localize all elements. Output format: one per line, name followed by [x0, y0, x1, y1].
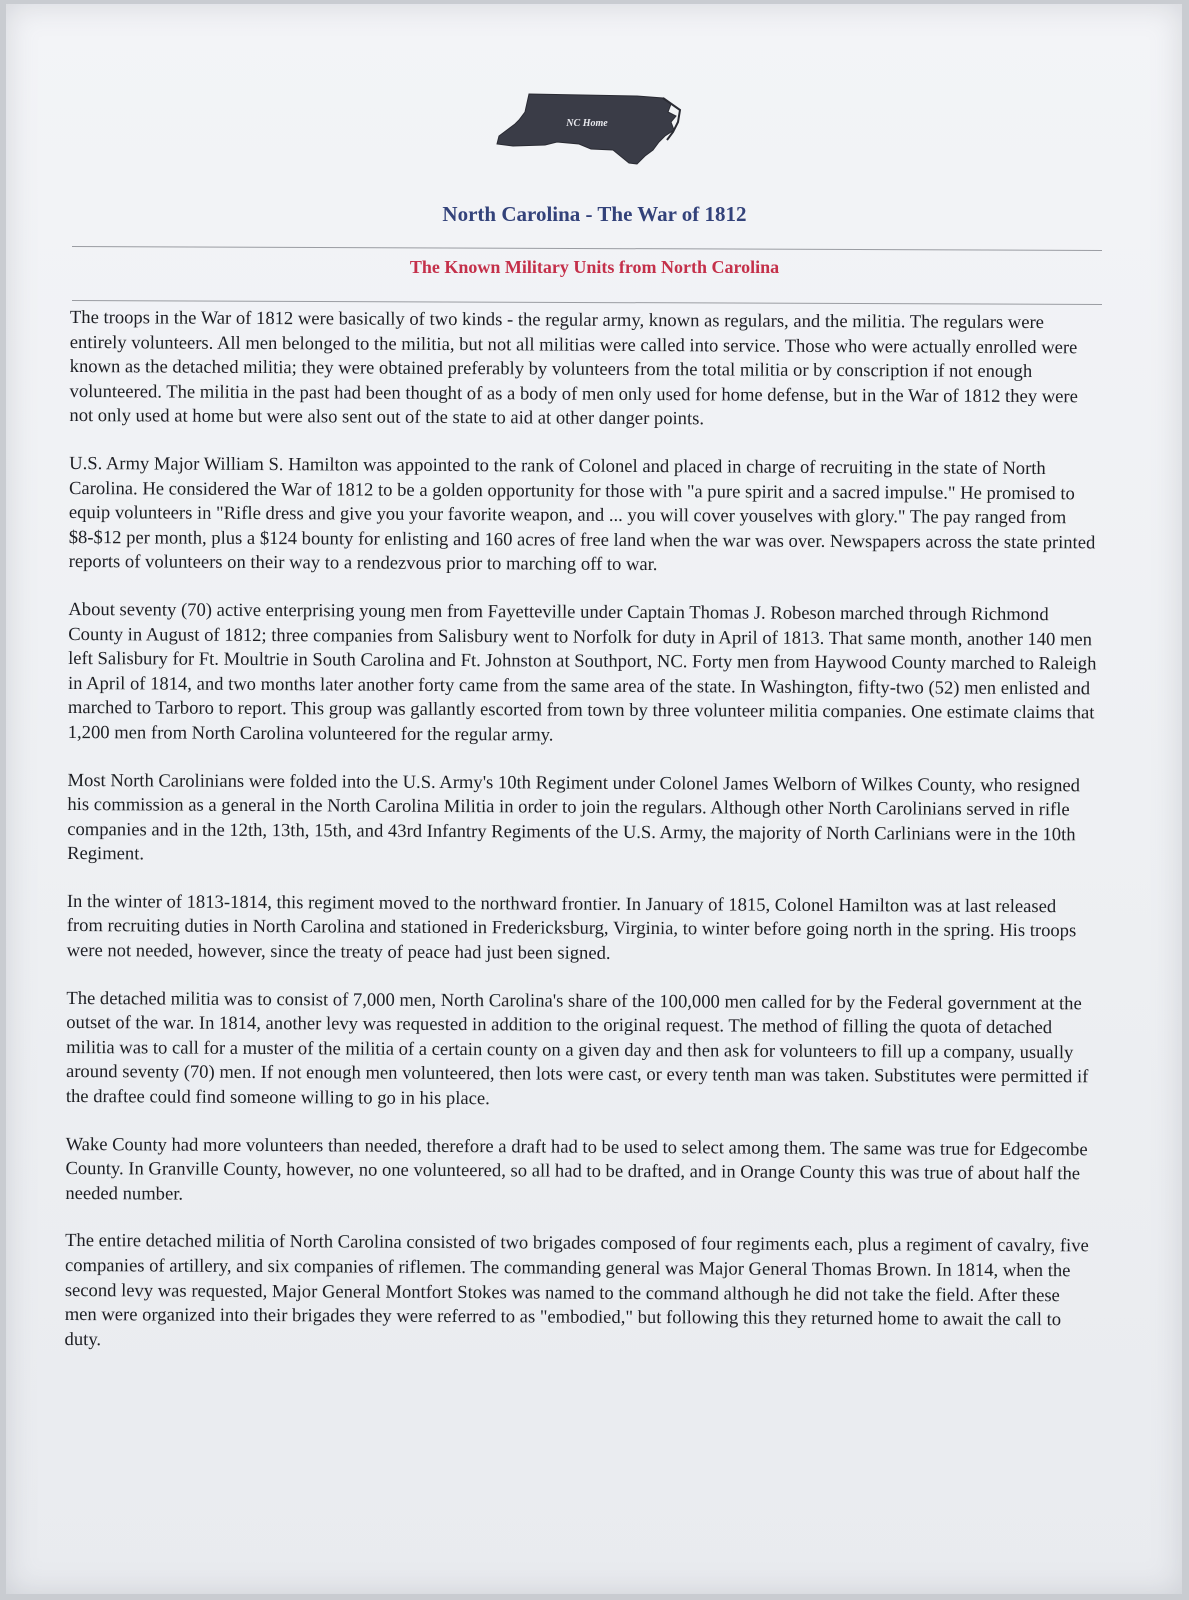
page-title: North Carolina - The War of 1812 — [442, 202, 747, 226]
article-body — [64, 306, 1100, 1381]
paragraph-5: In the winter of 1813-1814, this regiment moved to the northward frontier. In January of 1815, Colonel Hamilton was at last released from recruiting duties in North Carolina and stationed in Fredericksburg, Virginia, to winter before going north in the spring. His troops were not needed, however, since the treaty of peace had just been signed. — [66, 890, 1077, 964]
page-subtitle: The Known Military Units from North Carolina — [409, 257, 780, 277]
north-carolina-map-icon[interactable] — [495, 90, 690, 176]
paragraph-4: Most North Carolinians were folded into the U.S. Army's 10th Regiment under Colonel James Welborn of Wilkes County, who resigned his commission as a general in the North Carolina Militia in order to join the regulars. Although other North Carolinians served in rifle companies and in the 12th, 13th, 15th, and 43rd Infantry Regiments of the U.S. Army, the majority of North Carlinians were in the 10th Regiment. — [67, 769, 1081, 865]
paragraph-2: U.S. Army Major William S. Hamilton was appointed to the rank of Colonel and placed in charge of recruiting in the state of North Carolina. He considered the War of 1812 to be a golden opportunity for those with "a pure spirit and a sacred impulse." He promised to equip volunteers in "Rifle dress and give you your favorite weapon, and ... you will cover youselves with glory." The pay ranged from $8-$12 per month, plus a $124 bounty for enlisting and 160 acres of free land when the war was over. Newspapers across the state printed reports of volunteers on their way to a rendezvous prior to marching off to war. — [68, 452, 1096, 576]
paragraph-1: The troops in the War of 1812 were basically of two kinds - the regular army, known as regulars, and the militia. The regulars were entirely volunteers. All men belonged to the militia, but not all militias were called into service. Those who were actually enrolled were known as the detached militia; they were obtained preferably by volunteers from the total militia or by conscription if not enough volunteered. The militia in the past had been thought of as a body of men only used for home defense, but in the War of 1812 they were not only used at home but were also sent out of the state to aid at other danger points. — [69, 307, 1078, 430]
paragraph-6: The detached militia was to consist of 7,000 men, North Carolina's share of the 100,000 men called for by the Federal government at the outset of the war. In 1814, another levy was requested in addition to the original request. The method of filling the quota of detached militia was to call for a muster of the militia of a certain county on a given day and then ask for volunteers to fill up a company, usually around seventy (70) men. If not enough men volunteered, then lots were cast, or every tenth man was taken. Substitutes were permitted if the draftee could find someone willing to go in his place. — [65, 987, 1089, 1110]
paragraph-7: Wake County had more volunteers than needed, therefore a draft had to be used to select among them. The same was true for Edgecombe County. In Granville County, however, no one volunteered, so all had to be drafted, and in Orange County this was true of about half the needed number. — [65, 1133, 1088, 1205]
paragraph-8: The entire detached militia of North Carolina consisted of two brigades composed of four regiments each, plus a regiment of cavalry, five companies of artillery, and six companies of riflemen. The commanding general was Major General Thomas Brown. In 1814, when the second levy was requested, Major General Montfort Stokes was named to the command although he did not take the field. After these men were organized into their brigades they were referred to as "embodied," but following this they returned home to await the call to duty. — [64, 1230, 1089, 1350]
paragraph-3: About seventy (70) active enterprising young men from Fayetteville under Captain Thomas J. Robeson marched through Richmond County in August of 1812; three companies from Salisbury went to Norfolk for duty in April of 1813. That same month, another 140 men left Salisbury for Ft. Moultrie in South Carolina and Ft. Johnston at Southport, NC. Forty men from Haywood County marched to Raleigh in April of 1814, and two months later another forty came from the same area of the state. In Washington, fifty-two (52) men enlisted and marched to Tarboro to report. This group was gallantly escorted from town by three volunteer militia companies. One estimate claims that 1,200 men from North Carolina volunteered for the regular army. — [67, 598, 1097, 746]
logo-label: NC Home — [566, 118, 608, 129]
nc-map-shape — [495, 90, 690, 176]
